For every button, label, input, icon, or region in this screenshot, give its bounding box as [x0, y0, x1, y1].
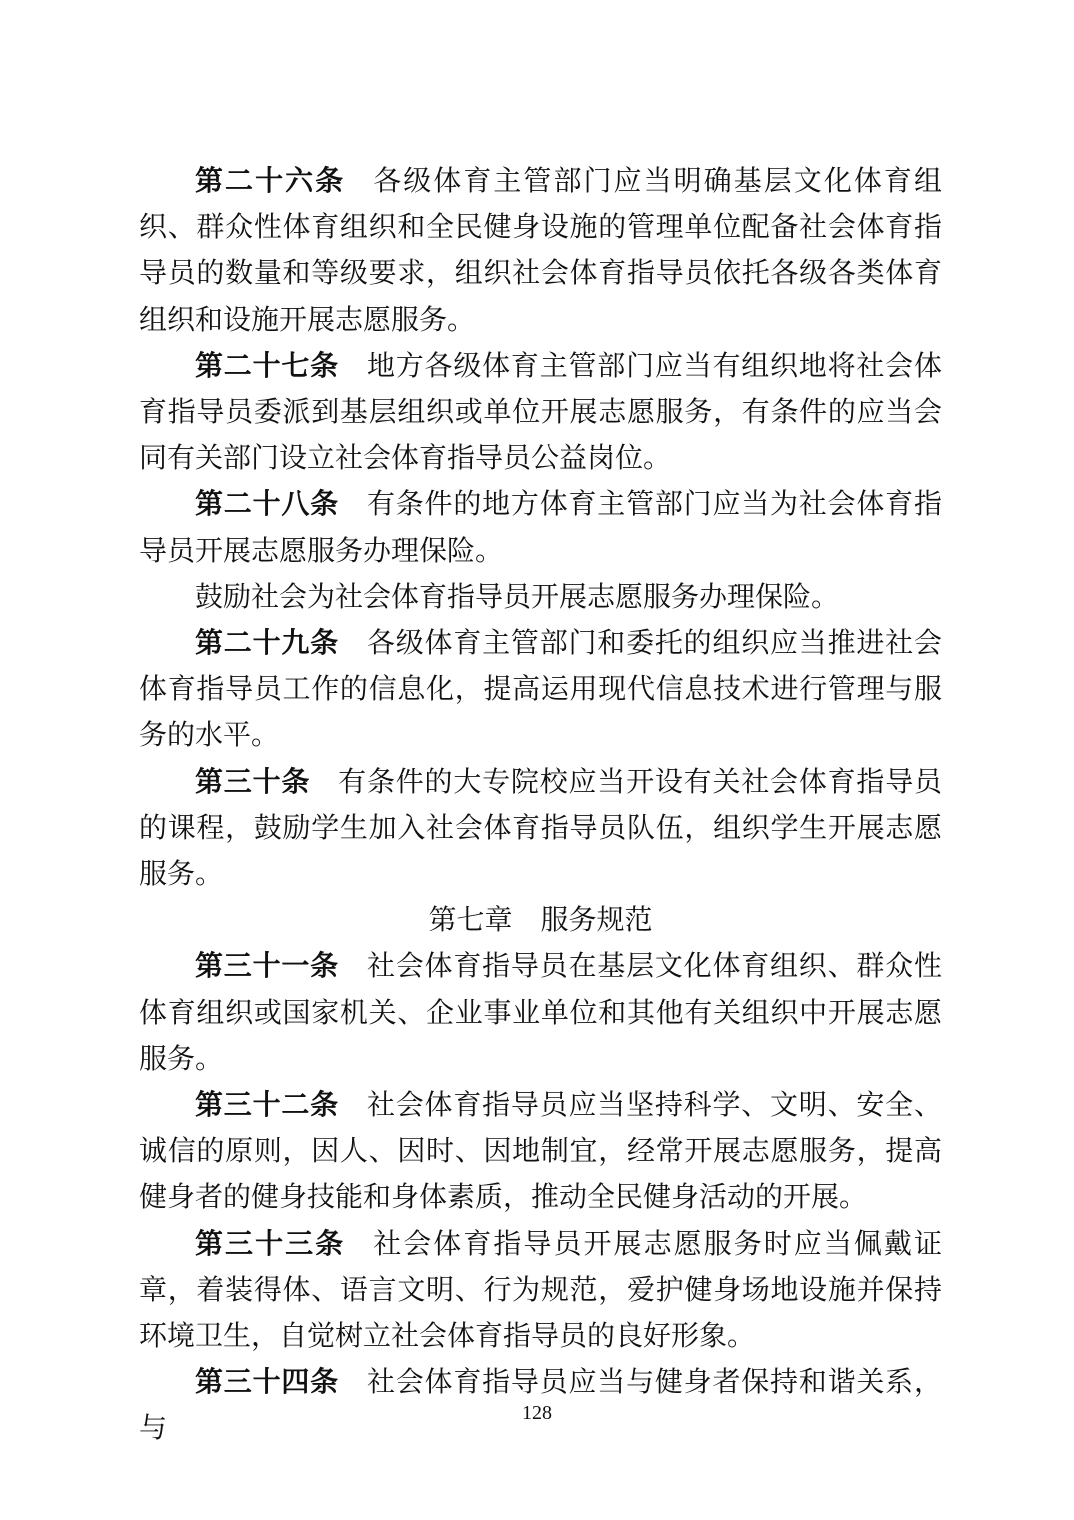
- document-body: [139, 158, 942, 1452]
- article-number: 第三十一条: [195, 949, 339, 983]
- article-26: [139, 158, 942, 343]
- article-number: 第二十八条: [195, 487, 339, 521]
- page-number: 128: [522, 1402, 552, 1424]
- article-number: 第三十三条: [195, 1226, 346, 1260]
- plain-paragraph: [139, 574, 942, 620]
- article-number: 第二十九条: [195, 626, 339, 660]
- article-29: [139, 620, 942, 759]
- article-number: 第三十二条: [195, 1088, 339, 1122]
- article-text: 有条件的地方体育主管部门应当为社会体育指导员开展志愿服务办理保险。: [139, 487, 942, 567]
- article-text: 各级体育主管部门应当明确基层文化体育组织、群众性体育组织和全民健身设施的管理单位配备社会体育指导员的数量和等级要求，组织社会体育指导员依托各级各类体育组织和设施开展志愿服务。: [139, 164, 942, 336]
- chapter-heading: [139, 897, 942, 943]
- article-number: 第三十四条: [195, 1365, 339, 1399]
- chapter-title: 服务规范: [540, 903, 653, 937]
- chapter-number: 第七章: [428, 903, 513, 937]
- article-number: 第二十七条: [195, 348, 339, 382]
- article-text: 社会体育指导员开展志愿服务时应当佩戴证章，着装得体、语言文明、行为规范，爱护健身场地设施并保持环境卫生，自觉树立社会体育指导员的良好形象。: [139, 1226, 942, 1353]
- article-32: [139, 1082, 942, 1221]
- article-30: [139, 759, 942, 898]
- article-28: [139, 481, 942, 573]
- article-text: 有条件的大专院校应当开设有关社会体育指导员的课程，鼓励学生加入社会体育指导员队伍，组织学生开展志愿服务。: [139, 764, 942, 891]
- article-31: [139, 943, 942, 1082]
- article-text: 社会体育指导员应当与健身者保持和谐关系，与: [139, 1365, 942, 1445]
- article-text: 社会体育指导员应当坚持科学、文明、安全、诚信的原则，因人、因时、因地制宜，经常开展志愿服务，提高健身者的健身技能和身体素质，推动全民健身活动的开展。: [139, 1088, 942, 1214]
- article-number: 第三十条: [195, 764, 311, 798]
- article-text: 社会体育指导员在基层文化体育组织、群众性体育组织或国家机关、企业事业单位和其他有关组织中开展志愿服务。: [139, 949, 942, 1075]
- article-33: [139, 1221, 942, 1360]
- article-text: 各级体育主管部门和委托的组织应当推进社会体育指导员工作的信息化，提高运用现代信息技术进行管理与服务的水平。: [139, 626, 942, 752]
- paragraph-text: 鼓励社会为社会体育指导员开展志愿服务办理保险。: [195, 579, 840, 613]
- article-27: [139, 343, 942, 482]
- article-number: 第二十六条: [195, 164, 346, 197]
- article-text: 地方各级体育主管部门应当有组织地将社会体育指导员委派到基层组织或单位开展志愿服务，有条件的应当会同有关部门设立社会体育指导员公益岗位。: [139, 348, 942, 475]
